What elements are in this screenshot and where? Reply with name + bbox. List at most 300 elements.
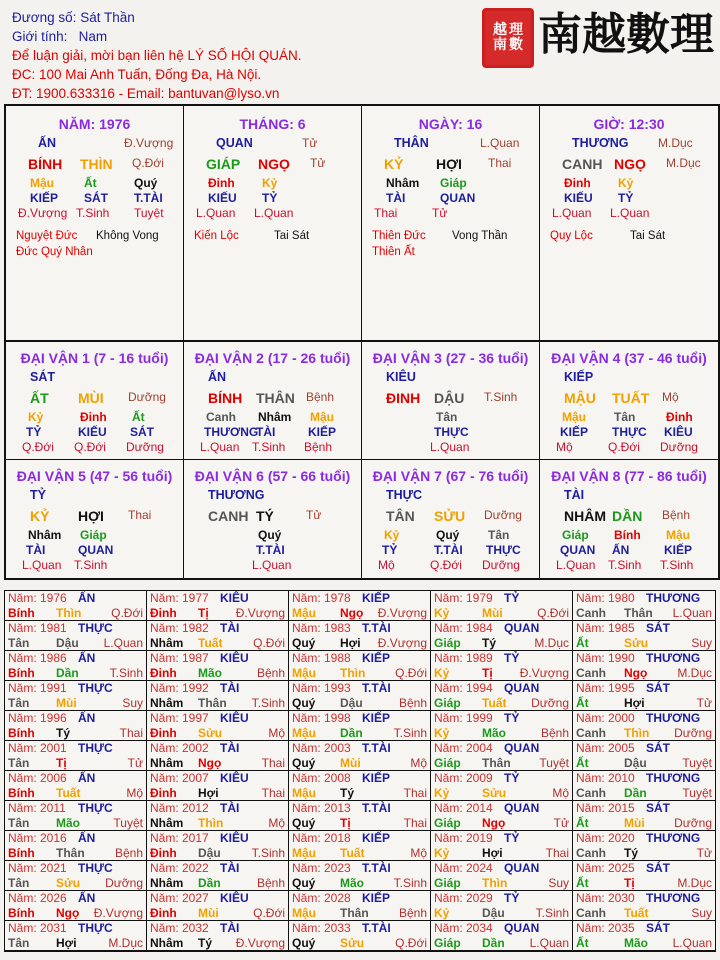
year-cell (573, 831, 715, 861)
year-label: Năm: 2012 (150, 801, 209, 815)
year-line-1 (292, 831, 427, 846)
year-line-2 (292, 786, 427, 801)
year-cell (5, 711, 147, 741)
year-can: Quý (292, 816, 316, 830)
year-chi: Dần (56, 666, 79, 680)
year-cell (147, 591, 289, 621)
year-star: QUAN (504, 621, 540, 635)
year-line-2 (576, 636, 712, 651)
year-chi: Dậu (624, 756, 647, 770)
year-line-1 (150, 741, 285, 756)
year-stage: Đ.Vượng (235, 606, 285, 620)
year-can: Đinh (150, 666, 177, 680)
year-cell (5, 891, 147, 921)
year-line-2 (576, 726, 712, 741)
dai-van-title: ĐẠI VẬN 5 (47 - 56 tuổi) (16, 468, 173, 484)
year-star: KIẾP (362, 651, 391, 665)
year-stage: Mộ (126, 786, 143, 800)
dv-chi: HỢI (78, 508, 104, 524)
year-label: Năm: 1989 (434, 651, 493, 665)
dv-hidden-stem: Kỷ (28, 410, 44, 424)
dv-god-row (6, 543, 183, 558)
dv-hidden-god: KIẾP (308, 425, 337, 439)
dv-hidden-stem: Mậu (562, 410, 586, 424)
year-chi: Dậu (340, 696, 363, 710)
year-cell (5, 831, 147, 861)
year-line-1 (576, 921, 712, 936)
than-sat-block (194, 230, 359, 246)
year-line-2 (8, 726, 143, 741)
year-line-2 (150, 666, 285, 681)
pillar-ten-gods-row (362, 191, 539, 206)
year-label: Năm: 2034 (434, 921, 493, 935)
pillar-cell (362, 106, 540, 342)
dv-can-chi-row (540, 508, 718, 528)
pillar-stage-row (184, 206, 361, 226)
year-chi: Hợi (624, 696, 645, 710)
year-stage: Tử (127, 756, 143, 770)
year-can: Canh (576, 906, 606, 920)
year-cell (5, 591, 147, 621)
year-chi: Tý (340, 786, 355, 800)
year-line-1 (8, 801, 143, 816)
year-label: Năm: 1985 (576, 621, 635, 635)
pillar-chi-status: M.Dục (666, 156, 701, 170)
dai-van-cell (184, 342, 362, 460)
hidden-stage-2: L.Quan (610, 206, 650, 220)
dv-chi: TÝ (256, 508, 274, 524)
year-line-1 (434, 861, 569, 876)
year-star: KIẾP (362, 891, 391, 905)
year-cell (289, 651, 431, 681)
year-chi: Sửu (340, 936, 365, 950)
year-line-1 (8, 831, 143, 846)
dv-hidden-row (6, 410, 183, 425)
year-line-2 (8, 666, 143, 681)
year-chi: Tý (198, 936, 213, 950)
year-stage: M.Dục (108, 936, 143, 950)
dv-hidden-stage: Q.Đới (22, 440, 54, 454)
year-can: Tân (8, 876, 30, 890)
year-chi: Tị (198, 606, 209, 620)
year-stage: Q.Đới (537, 606, 569, 620)
year-stage: T.Sinh (109, 666, 143, 680)
year-star: SÁT (646, 921, 670, 935)
year-chi: Hợi (198, 786, 219, 800)
year-line-1 (8, 591, 143, 606)
year-star: TỶ (504, 591, 520, 605)
year-cell (147, 771, 289, 801)
dv-can-chi-row (6, 508, 183, 528)
dv-god-row (184, 425, 361, 440)
dv-hidden-stage: T.Sinh (74, 558, 108, 572)
year-can: Canh (576, 726, 606, 740)
hidden-stage-1: Thai (374, 206, 398, 220)
year-chi: Thân (198, 696, 227, 710)
year-star: THƯƠNG (646, 711, 701, 725)
year-label: Năm: 1988 (292, 651, 351, 665)
dv-hidden-stem: Đinh (80, 410, 107, 424)
year-cell (289, 921, 431, 951)
seal-char-1: 越 (493, 22, 507, 38)
dai-van-cell (6, 460, 184, 578)
dv-can: ẤT (30, 390, 49, 406)
dv-hidden-stage: Q.Đới (430, 558, 462, 572)
dv-hidden-god: T.TÀI (256, 543, 285, 557)
dv-hidden-row (540, 410, 718, 425)
year-line-2 (8, 876, 143, 891)
year-label: Năm: 2028 (292, 891, 351, 905)
year-label: Năm: 2010 (576, 771, 635, 785)
year-line-1 (150, 771, 285, 786)
year-line-2 (576, 906, 712, 921)
year-stage: Mộ (410, 846, 427, 860)
year-line-1 (8, 891, 143, 906)
dv-hidden-stem: Giáp (80, 528, 107, 542)
year-line-2 (8, 786, 143, 801)
year-stage: Tuyệt (539, 756, 569, 770)
year-line-1 (434, 621, 569, 636)
pillar-chi-status: Thai (488, 156, 512, 170)
year-chi: Ngọ (624, 666, 648, 680)
than-sat-good: Nguyệt Đức (16, 230, 78, 242)
pillar-star-row (362, 136, 539, 156)
year-label: Năm: 2000 (576, 711, 635, 725)
year-line-2 (292, 666, 427, 681)
year-star: SÁT (646, 621, 670, 635)
dai-van-cell (362, 342, 540, 460)
phone-email-line[interactable]: ĐT: 1900.633316 - Email: bantuvan@lyso.vn (12, 86, 280, 101)
dv-hidden-stage: L.Quan (200, 440, 240, 454)
year-chi: Tị (624, 876, 635, 890)
year-chi: Thìn (198, 816, 224, 830)
year-line-1 (150, 621, 285, 636)
year-label: Năm: 1997 (150, 711, 209, 725)
year-can: Giáp (434, 636, 461, 650)
than-sat-block (16, 230, 181, 262)
pillar-chi-status: Tử (310, 156, 326, 170)
dv-stage-row (6, 440, 183, 455)
year-cell (431, 801, 573, 831)
year-cell (431, 771, 573, 801)
year-can: Ất (576, 936, 589, 950)
dv-god-row (362, 543, 539, 558)
year-line-1 (8, 861, 143, 876)
header (12, 8, 482, 103)
dv-chi: MÙI (78, 390, 104, 406)
year-line-1 (8, 621, 143, 636)
dv-hidden-stage: T.Sinh (660, 558, 694, 572)
year-stage: Q.Đới (111, 606, 143, 620)
year-line-2 (8, 816, 143, 831)
year-star: T.TÀI (362, 801, 391, 815)
year-label: Năm: 2023 (292, 861, 351, 875)
year-label: Năm: 2027 (150, 891, 209, 905)
year-can: Ất (576, 816, 589, 830)
year-label: Năm: 2025 (576, 861, 635, 875)
dv-hidden-god: ẤN (612, 543, 630, 557)
year-label: Năm: 1990 (576, 651, 635, 665)
year-star: KIẾP (362, 591, 391, 605)
pillar-title: GIỜ: 12:30 (593, 116, 665, 132)
dai-van-title: ĐẠI VẬN 4 (37 - 46 tuổi) (551, 350, 707, 366)
year-line-1 (8, 651, 143, 666)
year-can: Mậu (292, 906, 316, 920)
year-label: Năm: 2009 (434, 771, 493, 785)
year-line-1 (292, 621, 427, 636)
year-line-2 (576, 846, 712, 861)
year-line-2 (292, 696, 427, 711)
dv-can-chi-row (362, 390, 539, 410)
year-line-1 (434, 741, 569, 756)
year-line-1 (434, 651, 569, 666)
year-can: Tân (8, 756, 30, 770)
year-cell (5, 921, 147, 951)
year-line-2 (292, 726, 427, 741)
year-line-1 (576, 831, 712, 846)
dv-hidden-stage: Dưỡng (126, 440, 164, 454)
year-can: Nhâm (150, 876, 184, 890)
year-label: Năm: 1996 (8, 711, 67, 725)
year-stage: Suy (691, 636, 712, 650)
dv-can: MẬU (564, 390, 596, 406)
dv-god-row (540, 425, 718, 440)
year-cell (431, 681, 573, 711)
than-sat-row (194, 230, 359, 246)
year-line-1 (150, 591, 285, 606)
hidden-god-1: KIẾP (30, 191, 59, 205)
dv-chi: DẬU (434, 390, 465, 406)
hidden-stage-1: L.Quan (552, 206, 592, 220)
year-line-2 (150, 636, 285, 651)
dv-hidden-row (540, 528, 718, 543)
pillar-can-star: THÂN (394, 136, 429, 150)
dv-star: ẤN (208, 370, 227, 384)
pillar-cell (6, 106, 184, 342)
dv-stage: Dưỡng (128, 390, 166, 404)
year-can: Nhâm (150, 756, 184, 770)
hidden-god-2: TỶ (262, 191, 278, 205)
hidden-stage-2: T.Sinh (76, 206, 110, 220)
year-chi: Sửu (624, 636, 649, 650)
year-chi: Mão (56, 816, 80, 830)
pillar-can-chi-row (184, 156, 361, 176)
year-cell (147, 741, 289, 771)
pillar-can-star: ẤN (38, 136, 57, 150)
year-cell (289, 771, 431, 801)
year-line-1 (292, 891, 427, 906)
year-label: Năm: 2032 (150, 921, 209, 935)
year-star: TỶ (504, 711, 520, 725)
year-can: Nhâm (150, 696, 184, 710)
year-star: T.TÀI (362, 921, 391, 935)
year-star: T.TÀI (362, 861, 391, 875)
dv-hidden-god: KIẾU (78, 425, 107, 439)
year-label: Năm: 2022 (150, 861, 209, 875)
year-cell (5, 741, 147, 771)
pillar-hidden-row (6, 176, 183, 191)
red-seal-logo (482, 8, 534, 68)
dv-star-row (184, 370, 361, 390)
year-chi: Sửu (56, 876, 81, 890)
year-can: Mậu (292, 846, 316, 860)
dv-can: BÍNH (208, 390, 243, 406)
dv-star: TỶ (30, 488, 46, 502)
year-star: QUAN (504, 861, 540, 875)
year-can: Tân (8, 816, 30, 830)
hidden-stem-2: Kỷ (618, 176, 634, 190)
year-stage: Dưỡng (674, 726, 712, 740)
year-stage: Đ.Vượng (93, 906, 143, 920)
year-line-2 (292, 816, 427, 831)
year-stage: M.Dục (534, 636, 569, 650)
dv-hidden-row (362, 528, 539, 543)
year-star: TỶ (504, 891, 520, 905)
dv-hidden-stage: T.Sinh (608, 558, 642, 572)
year-cell (289, 891, 431, 921)
pillar-can-chi-row (540, 156, 718, 176)
year-star: THƯƠNG (646, 591, 701, 605)
year-chi: Dần (198, 876, 221, 890)
year-line-2 (434, 846, 569, 861)
year-can: Kỷ (434, 666, 450, 680)
dv-hidden-row (184, 410, 361, 425)
year-line-1 (292, 861, 427, 876)
dv-stage-row (362, 558, 539, 573)
year-label: Năm: 1994 (434, 681, 493, 695)
year-line-1 (8, 681, 143, 696)
dv-hidden-stem: Quý (436, 528, 460, 542)
year-can: Tân (8, 636, 30, 650)
year-label: Năm: 2005 (576, 741, 635, 755)
year-line-2 (150, 876, 285, 891)
pillar-ten-gods-row (184, 191, 361, 206)
dv-stage: Dưỡng (484, 508, 522, 522)
year-line-2 (576, 666, 712, 681)
dv-god-row (6, 425, 183, 440)
dv-stage-row (184, 440, 361, 455)
owner-line (12, 8, 482, 27)
year-chi: Dần (482, 936, 505, 950)
year-line-2 (8, 606, 143, 621)
year-stage: L.Quan (529, 936, 569, 950)
year-can: Đinh (150, 846, 177, 860)
year-line-1 (576, 591, 712, 606)
year-line-2 (8, 756, 143, 771)
year-chi: Dậu (198, 846, 221, 860)
dv-chi: THÂN (256, 390, 295, 406)
year-chi: Thìn (340, 666, 366, 680)
year-line-2 (8, 636, 143, 651)
dv-hidden-stage: Dưỡng (660, 440, 698, 454)
dv-chi: DẦN (612, 508, 643, 524)
year-chi: Tuất (56, 786, 81, 800)
year-label: Năm: 1976 (8, 591, 67, 605)
than-sat-row (16, 246, 181, 262)
dai-van-grid (4, 342, 720, 580)
year-label: Năm: 2008 (292, 771, 351, 785)
dv-can-chi-row (540, 390, 718, 410)
year-stage: Đ.Vượng (519, 666, 569, 680)
pillar-chi: NGỌ (258, 156, 290, 172)
year-label: Năm: 1999 (434, 711, 493, 725)
year-line-2 (8, 906, 143, 921)
year-star: THỰC (78, 921, 113, 935)
hidden-god-1: TÀI (386, 191, 406, 205)
year-line-1 (292, 801, 427, 816)
year-label: Năm: 2001 (8, 741, 67, 755)
year-stage: Thai (261, 786, 285, 800)
year-line-2 (434, 666, 569, 681)
year-star: KIÊU (220, 891, 249, 905)
year-cell (5, 651, 147, 681)
year-cell (147, 711, 289, 741)
year-can: Giáp (434, 816, 461, 830)
year-line-1 (292, 651, 427, 666)
dv-hidden-god: THỰC (486, 543, 521, 557)
year-label: Năm: 1979 (434, 591, 493, 605)
year-cell (573, 681, 715, 711)
year-line-1 (576, 621, 712, 636)
year-stage: Thai (545, 846, 569, 860)
year-stage: Suy (691, 906, 712, 920)
year-label: Năm: 2016 (8, 831, 67, 845)
year-label: Năm: 2031 (8, 921, 67, 935)
year-star: T.TÀI (362, 741, 391, 755)
year-line-2 (434, 756, 569, 771)
annual-luck-table (4, 590, 716, 952)
year-stage: T.Sinh (393, 726, 427, 740)
year-chi: Thân (624, 606, 653, 620)
year-cell (147, 651, 289, 681)
year-can: Ất (576, 696, 589, 710)
dai-van-cell (184, 460, 362, 578)
year-line-2 (150, 936, 285, 951)
year-star: KIÊU (220, 711, 249, 725)
year-can: Kỷ (434, 906, 450, 920)
year-cell (147, 861, 289, 891)
dv-stage-row (362, 440, 539, 455)
year-line-1 (576, 801, 712, 816)
year-can: Quý (292, 876, 316, 890)
gender-label: Giới tính: (12, 29, 68, 44)
year-stage: Đ.Vượng (377, 636, 427, 650)
year-cell (573, 861, 715, 891)
year-cell (431, 921, 573, 951)
pillar-ten-gods-row (540, 191, 718, 206)
hidden-god-1: KIẾU (208, 191, 237, 205)
year-label: Năm: 1984 (434, 621, 493, 635)
year-chi: Hợi (482, 846, 503, 860)
year-star: ẤN (78, 591, 96, 605)
year-can: Đinh (150, 726, 177, 740)
dv-hidden-god: TỶ (382, 543, 398, 557)
year-star: ẤN (78, 891, 96, 905)
year-can: Giáp (434, 696, 461, 710)
gender-line (12, 27, 482, 46)
year-star: ẤN (78, 771, 96, 785)
year-label: Năm: 2035 (576, 921, 635, 935)
dv-hidden-god: KIẾP (664, 543, 693, 557)
year-line-2 (292, 756, 427, 771)
year-star: THƯƠNG (646, 831, 701, 845)
year-can: Kỷ (434, 846, 450, 860)
year-star: KIẾP (362, 771, 391, 785)
year-can: Quý (292, 696, 316, 710)
year-star: ẤN (78, 831, 96, 845)
dv-can-chi-row (184, 390, 361, 410)
year-can: Mậu (292, 666, 316, 680)
